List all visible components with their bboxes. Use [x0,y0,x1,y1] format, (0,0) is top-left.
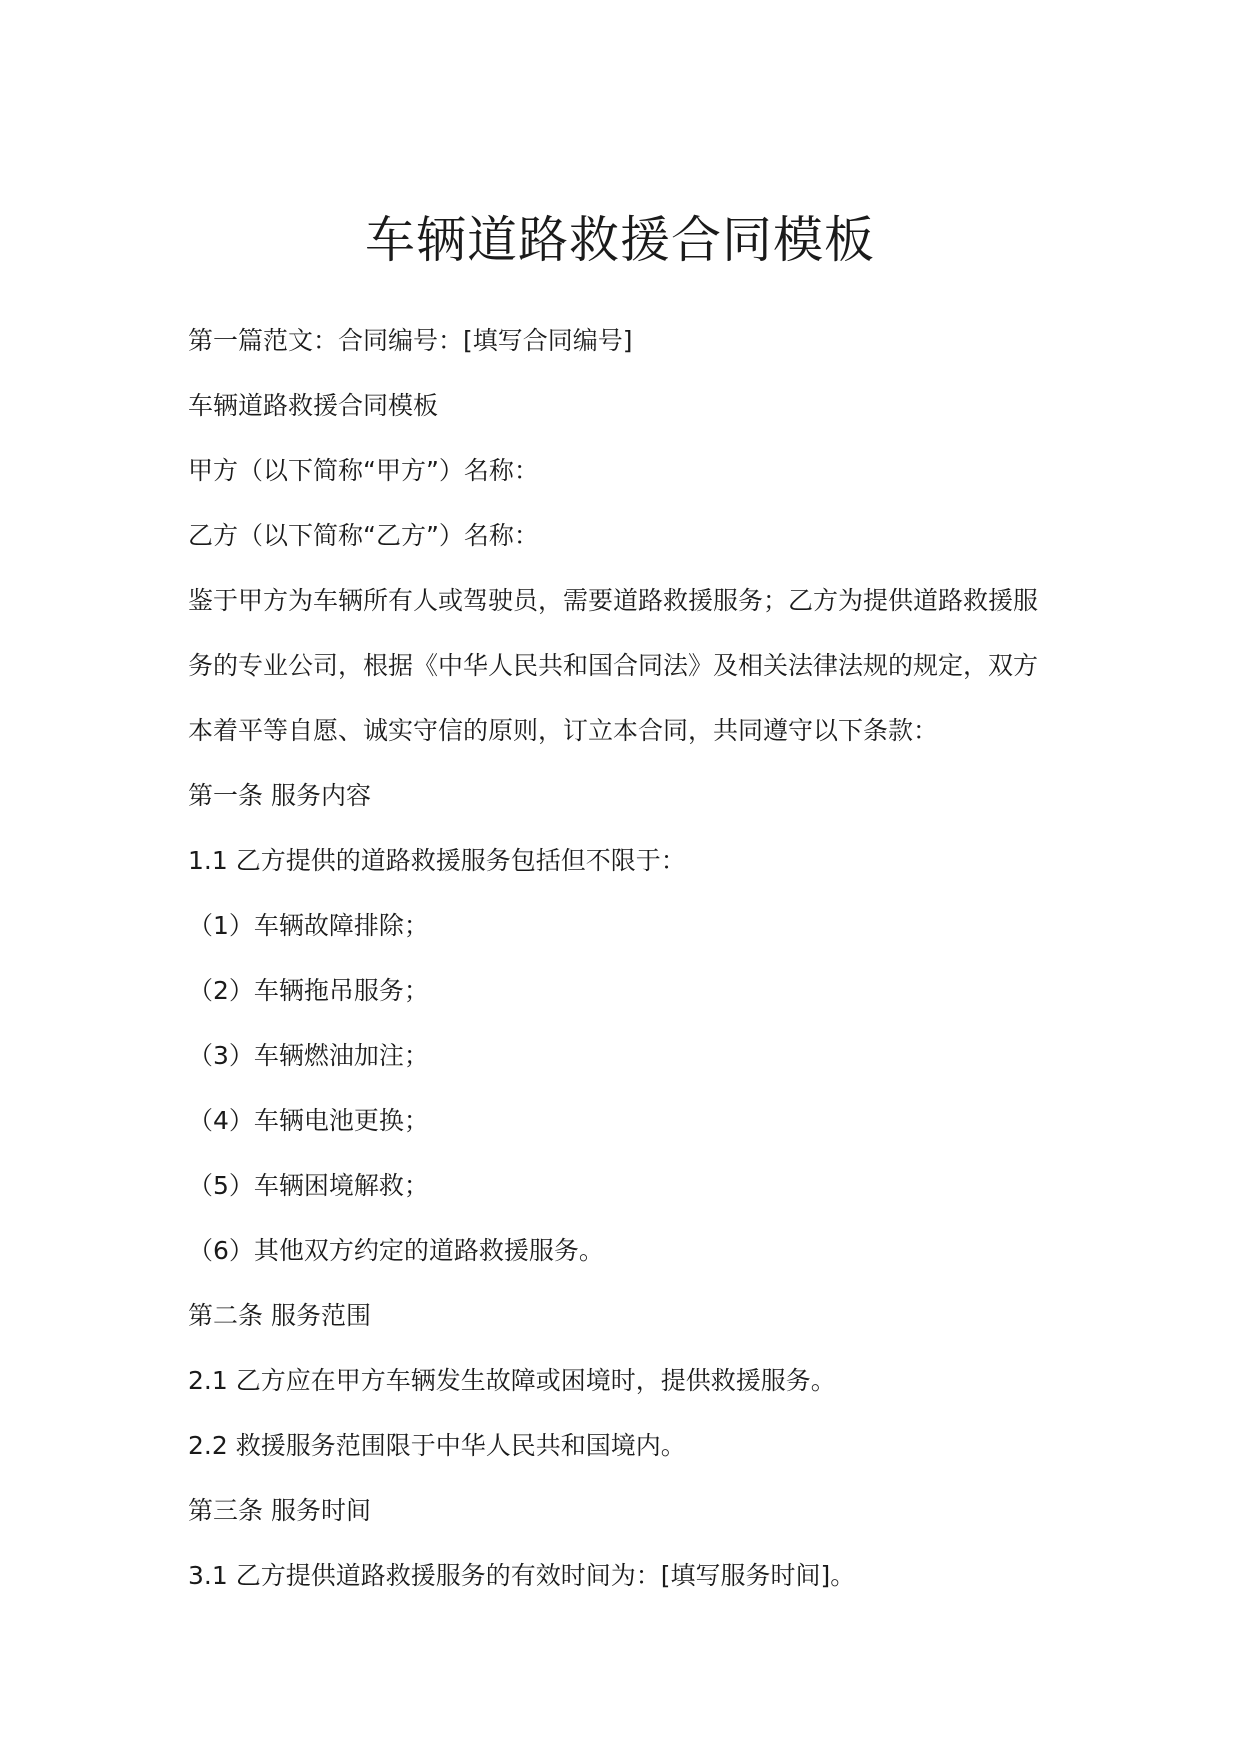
party-b-line: 乙方（以下简称“乙方”）名称： [188,521,539,550]
document-title: 车辆道路救援合同模板 [365,211,875,269]
preamble-line-3: 本着平等自愿、诚实守信的原则，订立本合同，共同遵守以下条款： [188,716,939,745]
contract-number-line: 第一篇范文：合同编号：[填写合同编号] [188,326,633,355]
subtitle-line: 车辆道路救援合同模板 [188,391,439,420]
document-body [188,308,1068,1608]
service-item-4: （4）车辆电池更换； [188,1106,429,1135]
clause-1-1: 1.1 乙方提供的道路救援服务包括但不限于： [188,846,686,875]
preamble-line-2: 务的专业公司，根据《中华人民共和国合同法》及相关法律法规的规定，双方 [188,651,1039,680]
clause-2-2: 2.2 救援服务范围限于中华人民共和国境内。 [188,1431,686,1460]
party-a-line: 甲方（以下简称“甲方”）名称： [188,456,539,485]
preamble-line-1: 鉴于甲方为车辆所有人或驾驶员，需要道路救援服务；乙方为提供道路救援服 [188,586,1039,615]
article-1-heading: 第一条 服务内容 [188,781,371,810]
article-2-heading: 第二条 服务范围 [188,1301,371,1330]
article-3-heading: 第三条 服务时间 [188,1496,371,1525]
service-item-6: （6）其他双方约定的道路救援服务。 [188,1236,604,1265]
service-item-3: （3）车辆燃油加注； [188,1041,429,1070]
service-item-5: （5）车辆困境解救； [188,1171,429,1200]
clause-2-1: 2.1 乙方应在甲方车辆发生故障或困境时，提供救援服务。 [188,1366,836,1395]
clause-3-1: 3.1 乙方提供道路救援服务的有效时间为：[填写服务时间]。 [188,1561,856,1590]
service-item-1: （1）车辆故障排除； [188,911,429,940]
service-item-2: （2）车辆拖吊服务； [188,976,429,1005]
